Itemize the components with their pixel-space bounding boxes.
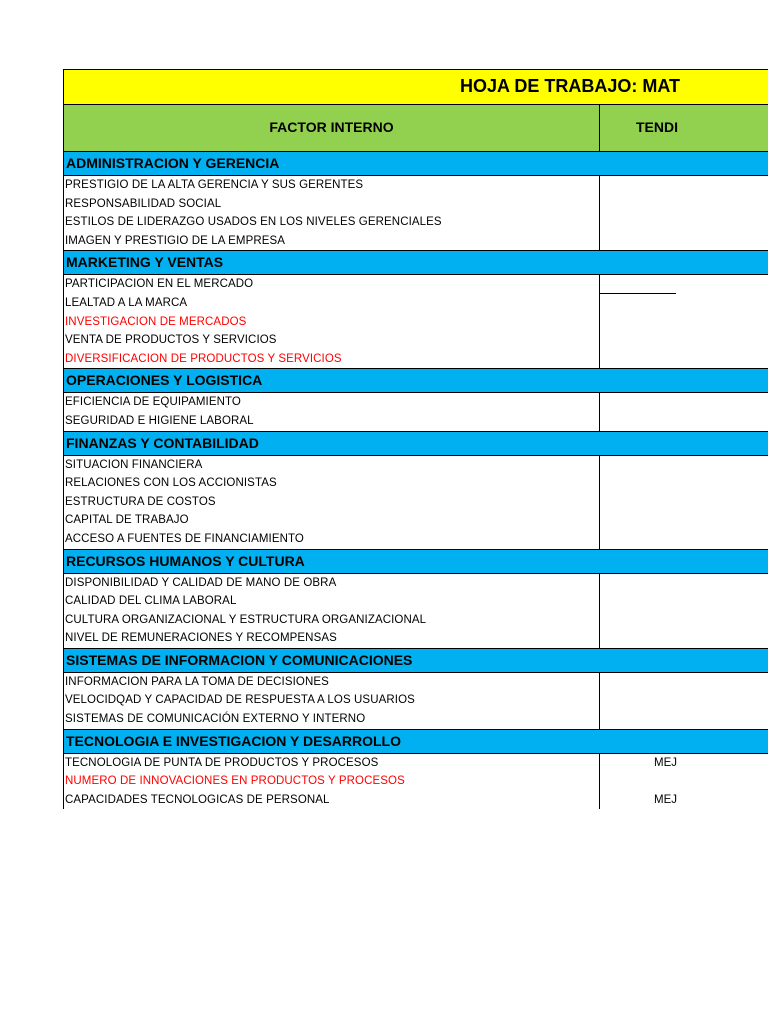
factor-item: INVESTIGACION DE MERCADOS xyxy=(65,315,247,328)
header-factor-interno: FACTOR INTERNO xyxy=(269,119,394,135)
section-body xyxy=(63,275,768,369)
section-header xyxy=(63,251,768,275)
factor-item: ESTRUCTURA DE COSTOS xyxy=(65,495,216,508)
worksheet-title: HOJA DE TRABAJO: MAT xyxy=(460,76,680,96)
section-header xyxy=(63,730,768,754)
factor-item: DIVERSIFICACION DE PRODUCTOS Y SERVICIOS xyxy=(65,352,342,365)
section-header xyxy=(63,152,768,176)
factor-item: LEALTAD A LA MARCA xyxy=(65,296,188,309)
factor-item: CAPACIDADES TECNOLOGICAS DE PERSONAL xyxy=(65,793,330,806)
section-title: OPERACIONES Y LOGISTICA xyxy=(66,372,263,389)
section-header xyxy=(63,550,768,574)
section-title: TECNOLOGIA E INVESTIGACION Y DESARROLLO xyxy=(66,732,401,749)
factor-item: SITUACION FINANCIERA xyxy=(65,458,203,471)
section-header xyxy=(63,432,768,456)
factor-item: VELOCIDQAD Y CAPACIDAD DE RESPUESTA A LOS USUARIOS xyxy=(65,694,415,707)
factor-item: VENTA DE PRODUCTOS Y SERVICIOS xyxy=(65,334,277,347)
trend-value: MEJ xyxy=(654,756,677,769)
factor-item: ESTILOS DE LIDERAZGO USADOS EN LOS NIVELES GERENCIALES xyxy=(65,216,442,229)
factor-item: INFORMACION PARA LA TOMA DE DECISIONES xyxy=(65,675,329,688)
section-body xyxy=(63,574,768,649)
factor-item: NUMERO DE INNOVACIONES EN PRODUCTOS Y PROCESOS xyxy=(65,775,405,788)
column-divider xyxy=(599,754,600,810)
section-title: FINANZAS Y CONTABILIDAD xyxy=(66,434,259,451)
factor-item: SEGURIDAD E HIGIENE LABORAL xyxy=(65,414,254,427)
column-divider xyxy=(599,574,600,648)
section-title: MARKETING Y VENTAS xyxy=(66,254,224,271)
column-divider xyxy=(599,176,600,250)
header-tendencia: TENDI xyxy=(636,119,678,135)
factor-item: PARTICIPACION EN EL MERCADO xyxy=(65,278,254,291)
column-divider xyxy=(599,275,600,368)
column-divider xyxy=(599,393,600,430)
title-row xyxy=(63,69,768,105)
factor-item: PRESTIGIO DE LA ALTA GERENCIA Y SUS GERENTES xyxy=(65,179,364,191)
section-body xyxy=(63,456,768,550)
factor-item: CALIDAD DEL CLIMA LABORAL xyxy=(65,595,237,608)
factor-item: CAPITAL DE TRABAJO xyxy=(65,514,189,527)
factor-item: CULTURA ORGANIZACIONAL Y ESTRUCTURA ORGANIZACIONAL xyxy=(65,613,427,626)
section-title: RECURSOS HUMANOS Y CULTURA xyxy=(66,552,305,569)
sections-container xyxy=(63,152,768,809)
worksheet xyxy=(63,69,768,809)
section-title: ADMINISTRACION Y GERENCIA xyxy=(66,155,280,171)
factor-item: EFICIENCIA DE EQUIPAMIENTO xyxy=(65,396,241,409)
factor-item: RELACIONES CON LOS ACCIONISTAS xyxy=(65,477,277,490)
factor-item: TECNOLOGIA DE PUNTA DE PRODUCTOS Y PROCESOS xyxy=(65,756,379,769)
section-title: SISTEMAS DE INFORMACION Y COMUNICACIONES xyxy=(66,651,413,668)
section-body xyxy=(63,176,768,251)
section-body xyxy=(63,393,768,431)
section-body xyxy=(63,673,768,730)
trend-value: MEJ xyxy=(654,793,677,806)
column-divider xyxy=(599,456,600,549)
header-row xyxy=(63,105,768,152)
factor-item: DISPONIBILIDAD Y CALIDAD DE MANO DE OBRA xyxy=(65,576,337,589)
section-header xyxy=(63,369,768,393)
cell-border xyxy=(599,293,676,294)
factor-item: IMAGEN Y PRESTIGIO DE LA EMPRESA xyxy=(65,234,286,247)
factor-item: RESPONSABILIDAD SOCIAL xyxy=(65,197,222,210)
factor-item: ACCESO A FUENTES DE FINANCIAMIENTO xyxy=(65,532,304,545)
section-body xyxy=(63,754,768,810)
column-divider xyxy=(599,673,600,729)
header-divider xyxy=(599,105,600,151)
factor-item: SISTEMAS DE COMUNICACIÓN EXTERNO Y INTERNO xyxy=(65,713,366,726)
section-header xyxy=(63,649,768,673)
factor-item: NIVEL DE REMUNERACIONES Y RECOMPENSAS xyxy=(65,632,337,645)
